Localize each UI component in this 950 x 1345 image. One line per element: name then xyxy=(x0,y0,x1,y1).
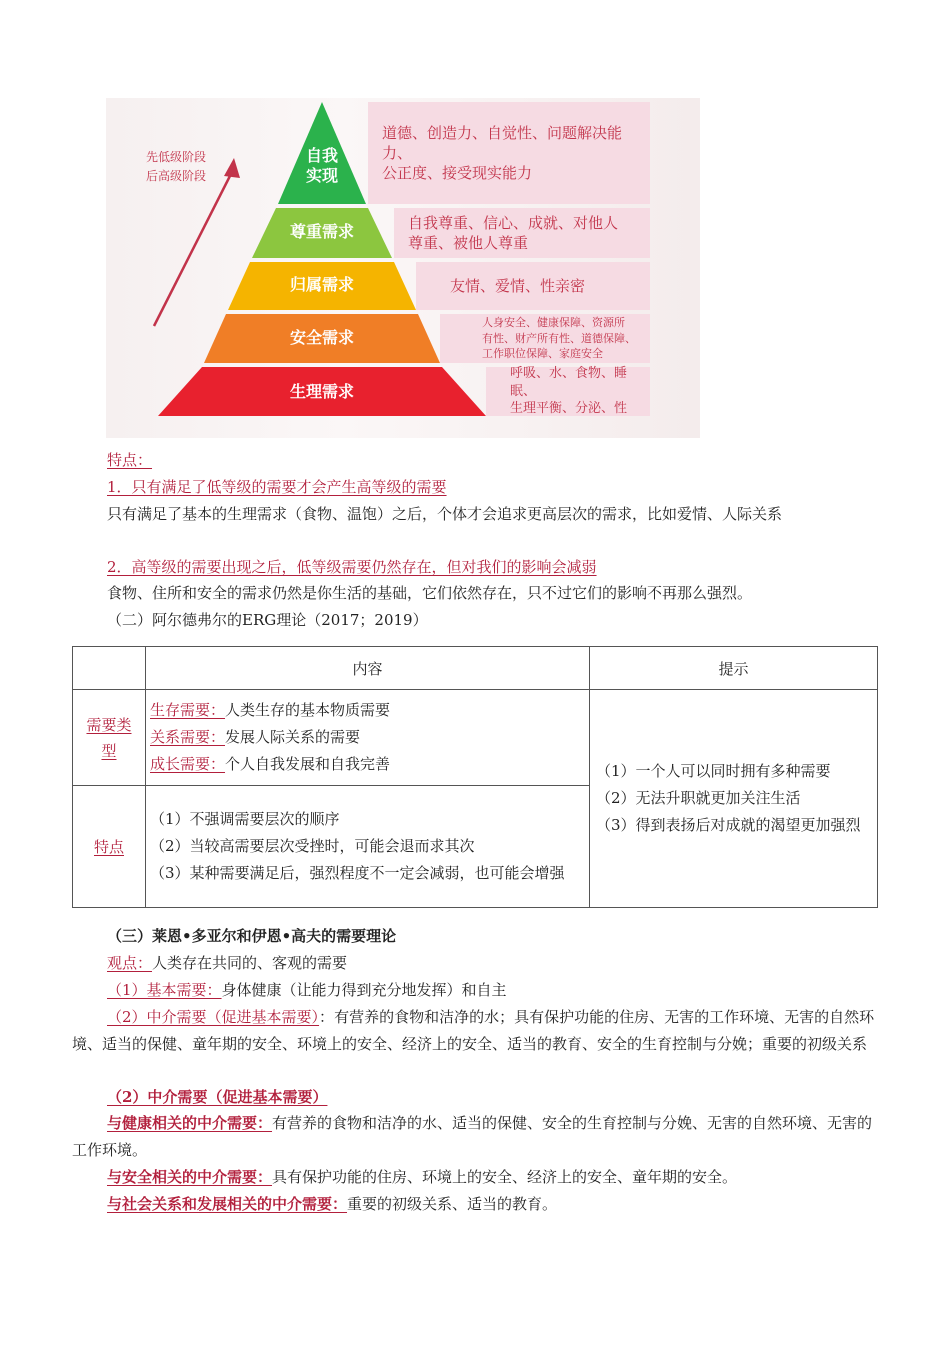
lg-view xyxy=(107,950,347,976)
erg-row1-content xyxy=(146,690,590,786)
lg-health xyxy=(72,1110,878,1164)
erg-row1-label: 需要类型 xyxy=(86,715,132,760)
arrow-caption xyxy=(146,148,206,185)
erg-feature-1: （1）不强调需要层次的顺序 xyxy=(150,810,340,828)
erg-hints-cell xyxy=(590,690,878,908)
lg-safety-text: 具有保护功能的住房、环境上的安全、经济上的安全、童年期的安全。 xyxy=(272,1168,738,1186)
erg-header-empty xyxy=(73,647,146,690)
relatedness-text: 发展人际关系的需要 xyxy=(225,728,361,746)
erg-table xyxy=(72,646,878,908)
relatedness-term: 关系需要： xyxy=(150,728,226,746)
level-label-safety: 安全需求 xyxy=(289,328,354,347)
level-label-physiological: 生理需求 xyxy=(289,382,354,401)
level-desc-esteem: 自我尊重、信心、成就、对他人 尊重、被他人尊重 xyxy=(394,208,650,258)
lg-intermediate-label: （2）中介需要（促进基本需要） xyxy=(107,1008,320,1026)
lg-basic-text: 身体健康（让能力得到充分地发挥）和自主 xyxy=(221,981,507,999)
erg-feature-3: （3）某种需要满足后，强烈程度不一定会减弱，也可能会增强 xyxy=(150,864,565,882)
growth-term: 成长需要： xyxy=(150,755,226,773)
level-desc-belonging: 友情、爱情、性亲密 xyxy=(416,262,650,310)
erg-hint-3: （3）得到表扬后对成就的渴望更加强烈 xyxy=(596,816,861,834)
lg-intermediate xyxy=(72,1004,882,1058)
level-label-self-actualization: 自我 实现 xyxy=(305,146,338,185)
lg-basic xyxy=(107,977,507,1003)
erg-row1-label-cell xyxy=(73,690,146,786)
arrow-line xyxy=(154,168,234,326)
lg-basic-label: （1）基本需要： xyxy=(107,981,222,999)
level-label-belonging: 归属需求 xyxy=(289,275,354,294)
lg-view-text: 人类存在共同的、客观的需要 xyxy=(152,954,348,972)
lg-safety-label: 与安全相关的中介需要： xyxy=(107,1168,273,1186)
lg-social xyxy=(107,1191,557,1217)
erg-row-need-types xyxy=(73,690,878,786)
features-point1-title: 1．只有满足了低等级的需要才会产生高等级的需要 xyxy=(107,478,447,496)
erg-need-growth xyxy=(150,751,585,778)
level-label-esteem: 尊重需求 xyxy=(289,222,354,241)
lg-health-label: 与健康相关的中介需要： xyxy=(107,1114,273,1132)
lg-health-text: 有营养的食物和洁净的水、适当的保健、安全的生育控制与分娩、无害的自然环境、无害的工作环境。 xyxy=(72,1114,873,1159)
features-point1-body: 只有满足了基本的生理需求（食物、温饱）之后，个体才会追求更高层次的需求，比如爱情、人际关系 xyxy=(107,505,783,523)
erg-header-hint: 提示 xyxy=(590,647,878,690)
erg-hint-1: （1）一个人可以同时拥有多种需要 xyxy=(596,762,831,780)
lg-social-label: 与社会关系和发展相关的中介需要： xyxy=(107,1195,348,1213)
erg-need-relatedness xyxy=(150,724,585,751)
maslow-pyramid-figure xyxy=(106,98,700,438)
level-desc-safety: 人身安全、健康保障、资源所 有性、财产所有性、道德保障、 工作职位保障、家庭安全 xyxy=(440,314,650,363)
lg-view-label: 观点： xyxy=(107,954,153,972)
erg-row2-label: 特点 xyxy=(93,838,124,856)
lg-intermediate-colon: ： xyxy=(319,1008,335,1026)
features-point2-title: 2．高等级的需要出现之后，低等级需要仍然存在，但对我们的影响会减弱 xyxy=(107,558,597,576)
erg-hint-2: （2）无法升职就更加关注生活 xyxy=(596,789,801,807)
lg-heading: （三）莱恩•多亚尔和伊恩•高夫的需要理论 xyxy=(107,927,397,945)
lg-intermediate-label-2: （2）中介需要（促进基本需要） xyxy=(107,1088,328,1106)
existence-text: 人类生存的基本物质需要 xyxy=(225,701,391,719)
growth-text: 个人自我发展和自我完善 xyxy=(225,755,391,773)
lg-social-text: 重要的初级关系、适当的教育。 xyxy=(347,1195,558,1213)
arrow-caption-line-1: 先低级阶段 xyxy=(146,150,207,164)
lg-safety xyxy=(107,1164,737,1190)
erg-header-row xyxy=(73,647,878,690)
level-desc-physiological: 呼吸、水、食物、睡眠、 生理平衡、分泌、性 xyxy=(486,367,650,416)
erg-heading: （二）阿尔德弗尔的ERG理论（2017；2019） xyxy=(107,611,428,629)
level-desc-self-actualization: 道德、创造力、自觉性、问题解决能力、 公正度、接受现实能力 xyxy=(368,102,650,204)
features-point2-body: 食物、住所和安全的需求仍然是你生活的基础，它们依然存在，只不过它们的影响不再那么强烈。 xyxy=(107,584,753,602)
existence-term: 生存需要： xyxy=(150,701,226,719)
erg-header-content: 内容 xyxy=(146,647,590,690)
arrow-head-icon xyxy=(224,158,240,178)
lg-intermediate-text: 有营养的食物和洁净的水；具有保护功能的住房、无害的工作环境、无害的自然环境、适当的保健、童年期的安全、环境上的安全、经济上的安全、适当的教育、安全的生育控制与分娩；重要的初级关系 xyxy=(72,1008,875,1053)
erg-feature-2: （2）当较高需要层次受挫时，可能会退而求其次 xyxy=(150,837,475,855)
erg-row2-label-cell xyxy=(73,786,146,908)
arrow-caption-line-2: 后高级阶段 xyxy=(146,168,207,183)
erg-need-existence xyxy=(150,697,585,724)
erg-row2-content xyxy=(146,786,590,908)
features-heading: 特点： xyxy=(107,451,153,469)
